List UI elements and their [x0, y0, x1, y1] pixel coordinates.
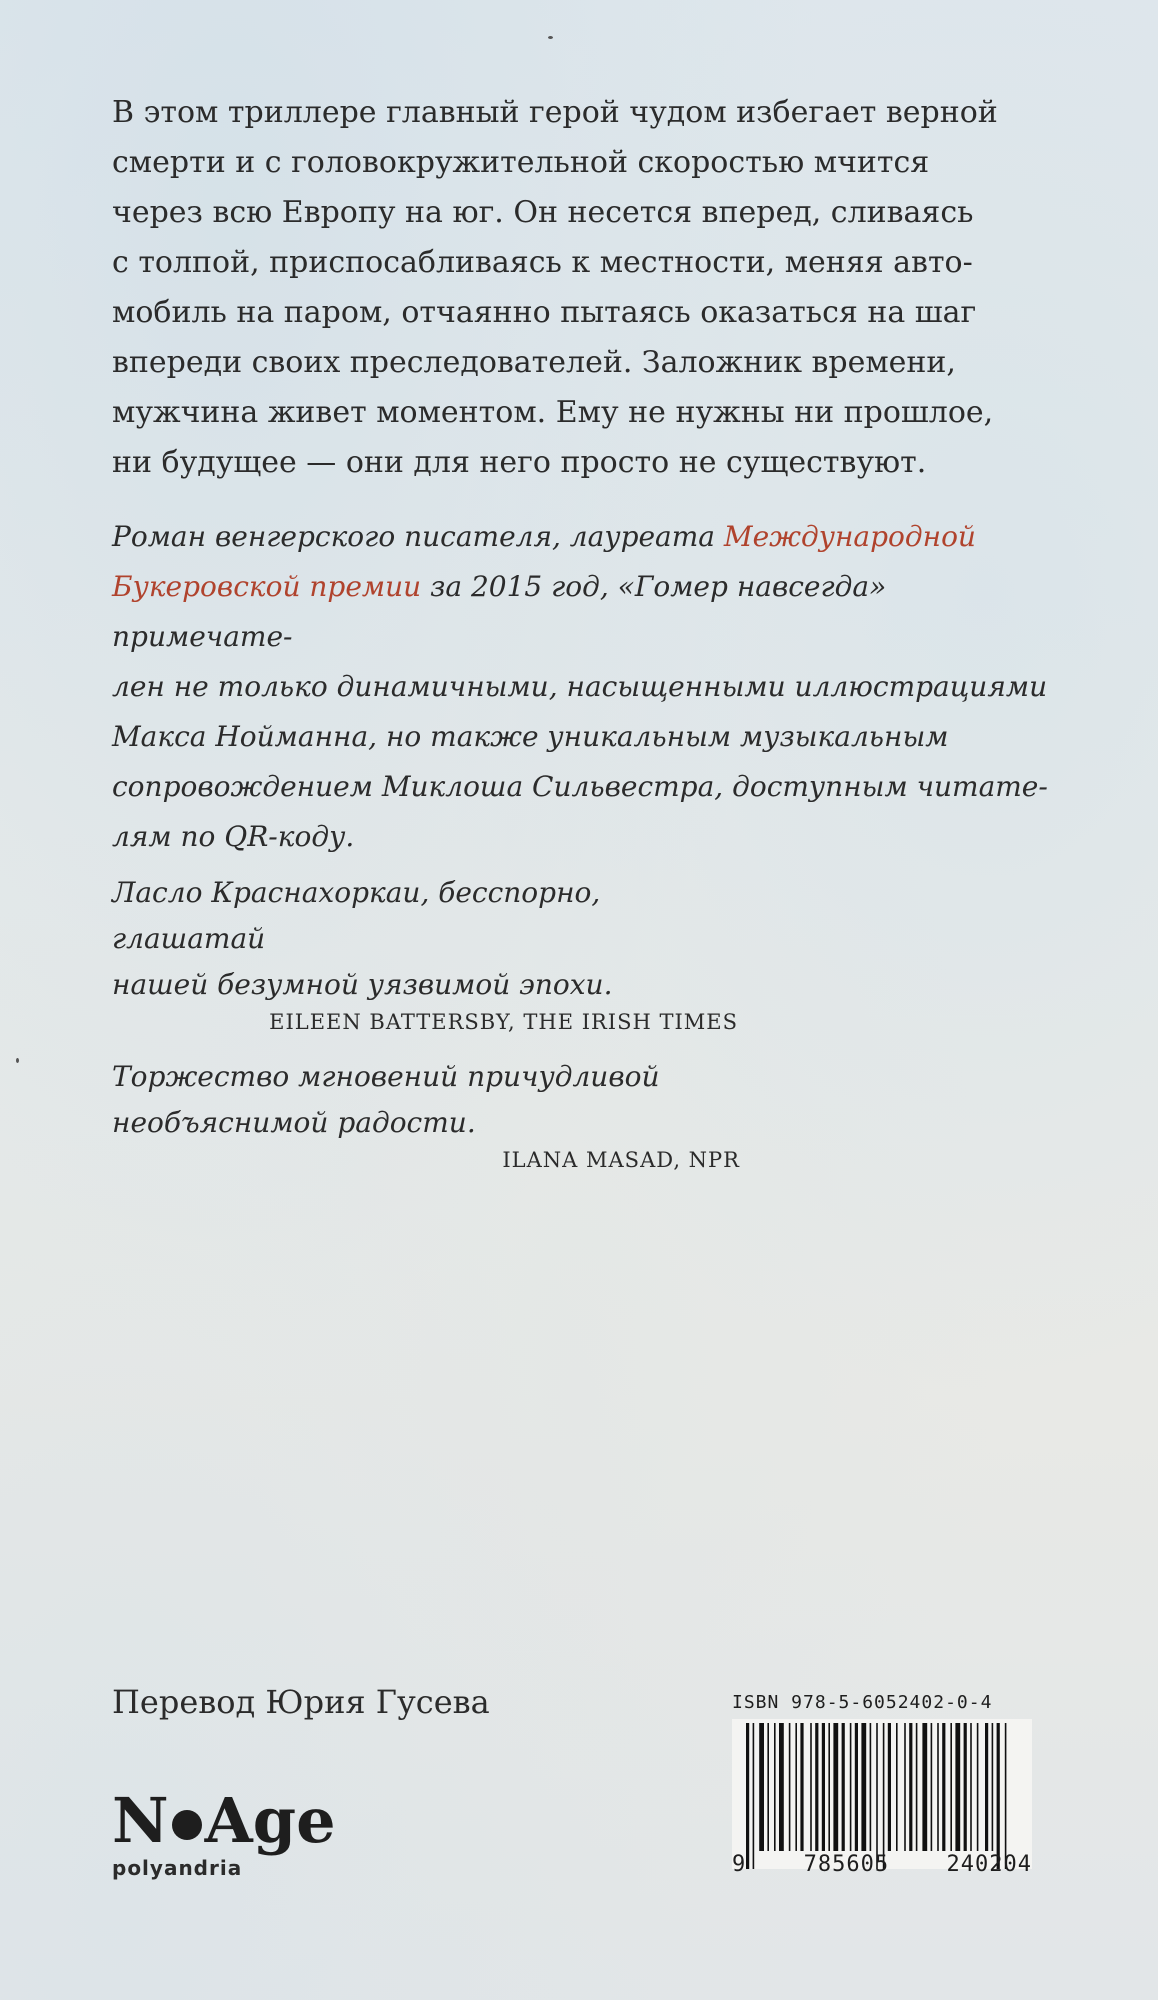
quote-text-line: Ласло Краснахоркаи, бесспорно, глашатай: [112, 876, 601, 955]
barcode-digits: [732, 1852, 1032, 1877]
barcode-bar: [861, 1723, 866, 1851]
barcode-bar: [842, 1723, 845, 1851]
blurb-line: с толпой, приспосабливаясь к местности, меняя авто-: [112, 245, 973, 280]
intro-paragraph: [112, 512, 1052, 862]
blurb-line: мобиль на паром, отчаянно пытаясь оказаться на шаг: [112, 295, 977, 330]
barcode-bar: [916, 1723, 918, 1851]
barcode-bar: [759, 1723, 764, 1851]
barcode-bar: [822, 1723, 825, 1851]
barcode-digit-group: 785605: [803, 1852, 890, 1877]
barcode-bar: [909, 1723, 912, 1851]
imprint-name: polyandria: [112, 1856, 243, 1880]
barcode-bar: [942, 1723, 945, 1851]
publisher-logo: [112, 1784, 372, 1900]
barcode-bar: [753, 1723, 755, 1869]
barcode-digit-lead: 9: [732, 1852, 747, 1877]
barcode-bar: [950, 1723, 952, 1851]
logo-letter: N: [112, 1784, 169, 1857]
blurb-line: ни будущее — они для него просто не существуют.: [112, 445, 927, 480]
blurb-line: через всю Европу на юг. Он несется вперед, сливаясь: [112, 195, 974, 230]
barcode-bar: [833, 1723, 838, 1851]
barcode-bar: [800, 1723, 803, 1851]
award-name: Букеровской премии: [112, 570, 422, 603]
barcode-bar: [746, 1723, 749, 1869]
barcode-bar: [779, 1723, 784, 1851]
barcode-bar: [774, 1723, 776, 1851]
barcode-bar: [931, 1723, 933, 1851]
intro-text: Роман венгерского писателя, лауреата: [112, 520, 724, 553]
intro-line: [112, 512, 1052, 562]
isbn-barcode: [732, 1692, 1032, 1892]
barcode-bar: [1005, 1723, 1007, 1869]
barcode-digit-group: 240204: [946, 1852, 1032, 1877]
barcode-bar: [876, 1723, 878, 1869]
review-quote: [112, 870, 738, 1034]
barcode-bar: [855, 1723, 858, 1851]
blurb-line: смерти и с головокружительной скоростью мчится: [112, 145, 930, 180]
barcode-bar: [810, 1723, 812, 1851]
blurb-line: В этом триллере главный герой чудом избегает верной: [112, 95, 998, 130]
intro-text: за 2015 год, «Гомер навсегда» примечате-: [112, 570, 887, 653]
logo-dot-icon: [172, 1810, 202, 1840]
barcode-bar: [850, 1723, 852, 1851]
barcode-bar: [955, 1723, 960, 1851]
barcode-bar: [997, 1723, 1000, 1869]
barcode-bar: [985, 1723, 988, 1851]
quote-source: ILANA MASAD, NPR: [502, 1148, 740, 1172]
paper-speck: [548, 36, 553, 39]
logo-letters: Age: [204, 1784, 336, 1857]
barcode-bar: [870, 1723, 872, 1851]
intro-line: сопровождением Миклоша Сильвестра, доступным читате-: [112, 770, 1048, 803]
barcode-bars: [732, 1719, 1032, 1869]
quote-text-line: нашей безумной уязвимой эпохи.: [112, 968, 613, 1001]
barcode-bar: [970, 1723, 972, 1851]
barcode-bar: [977, 1723, 979, 1851]
award-name: Международной: [723, 520, 976, 553]
review-quote: [112, 1054, 740, 1172]
barcode-bar: [896, 1723, 898, 1851]
blurb-line: впереди своих преследователей. Заложник времени,: [112, 345, 956, 380]
barcode-bar: [992, 1723, 994, 1851]
quote-source: EILEEN BATTERSBY, THE IRISH TIMES: [269, 1010, 738, 1034]
intro-line: лен не только динамичными, насыщенными иллюстрациями: [112, 670, 1048, 703]
logo-wordmark: [112, 1784, 372, 1857]
translator-credit: Перевод Юрия Гусева: [112, 1683, 490, 1721]
barcode-bar: [937, 1723, 939, 1851]
quote-text-line: необъяснимой радости.: [112, 1106, 476, 1139]
barcode-bar: [883, 1723, 885, 1869]
barcode-bar: [815, 1723, 818, 1851]
barcode-bar: [964, 1723, 967, 1851]
blurb-paragraph: [112, 88, 1052, 488]
barcode-bar: [767, 1723, 769, 1851]
barcode-bar: [904, 1723, 906, 1851]
intro-line: [112, 562, 1052, 662]
paper-speck: [16, 1058, 19, 1063]
barcode-bar: [795, 1723, 797, 1851]
barcode-bar: [888, 1723, 891, 1851]
intro-line: лям по QR-коду.: [112, 820, 355, 853]
intro-line: Макса Нойманна, но также уникальным музыкальным: [112, 720, 949, 753]
isbn-label: ISBN 978-5-6052402-0-4: [732, 1692, 993, 1713]
quote-text-line: Торжество мгновений причудливой: [112, 1060, 660, 1093]
barcode-bar: [828, 1723, 830, 1851]
barcode-bar: [922, 1723, 927, 1851]
blurb-line: мужчина живет моментом. Ему не нужны ни прошлое,: [112, 395, 994, 430]
barcode-bar: [789, 1723, 791, 1851]
